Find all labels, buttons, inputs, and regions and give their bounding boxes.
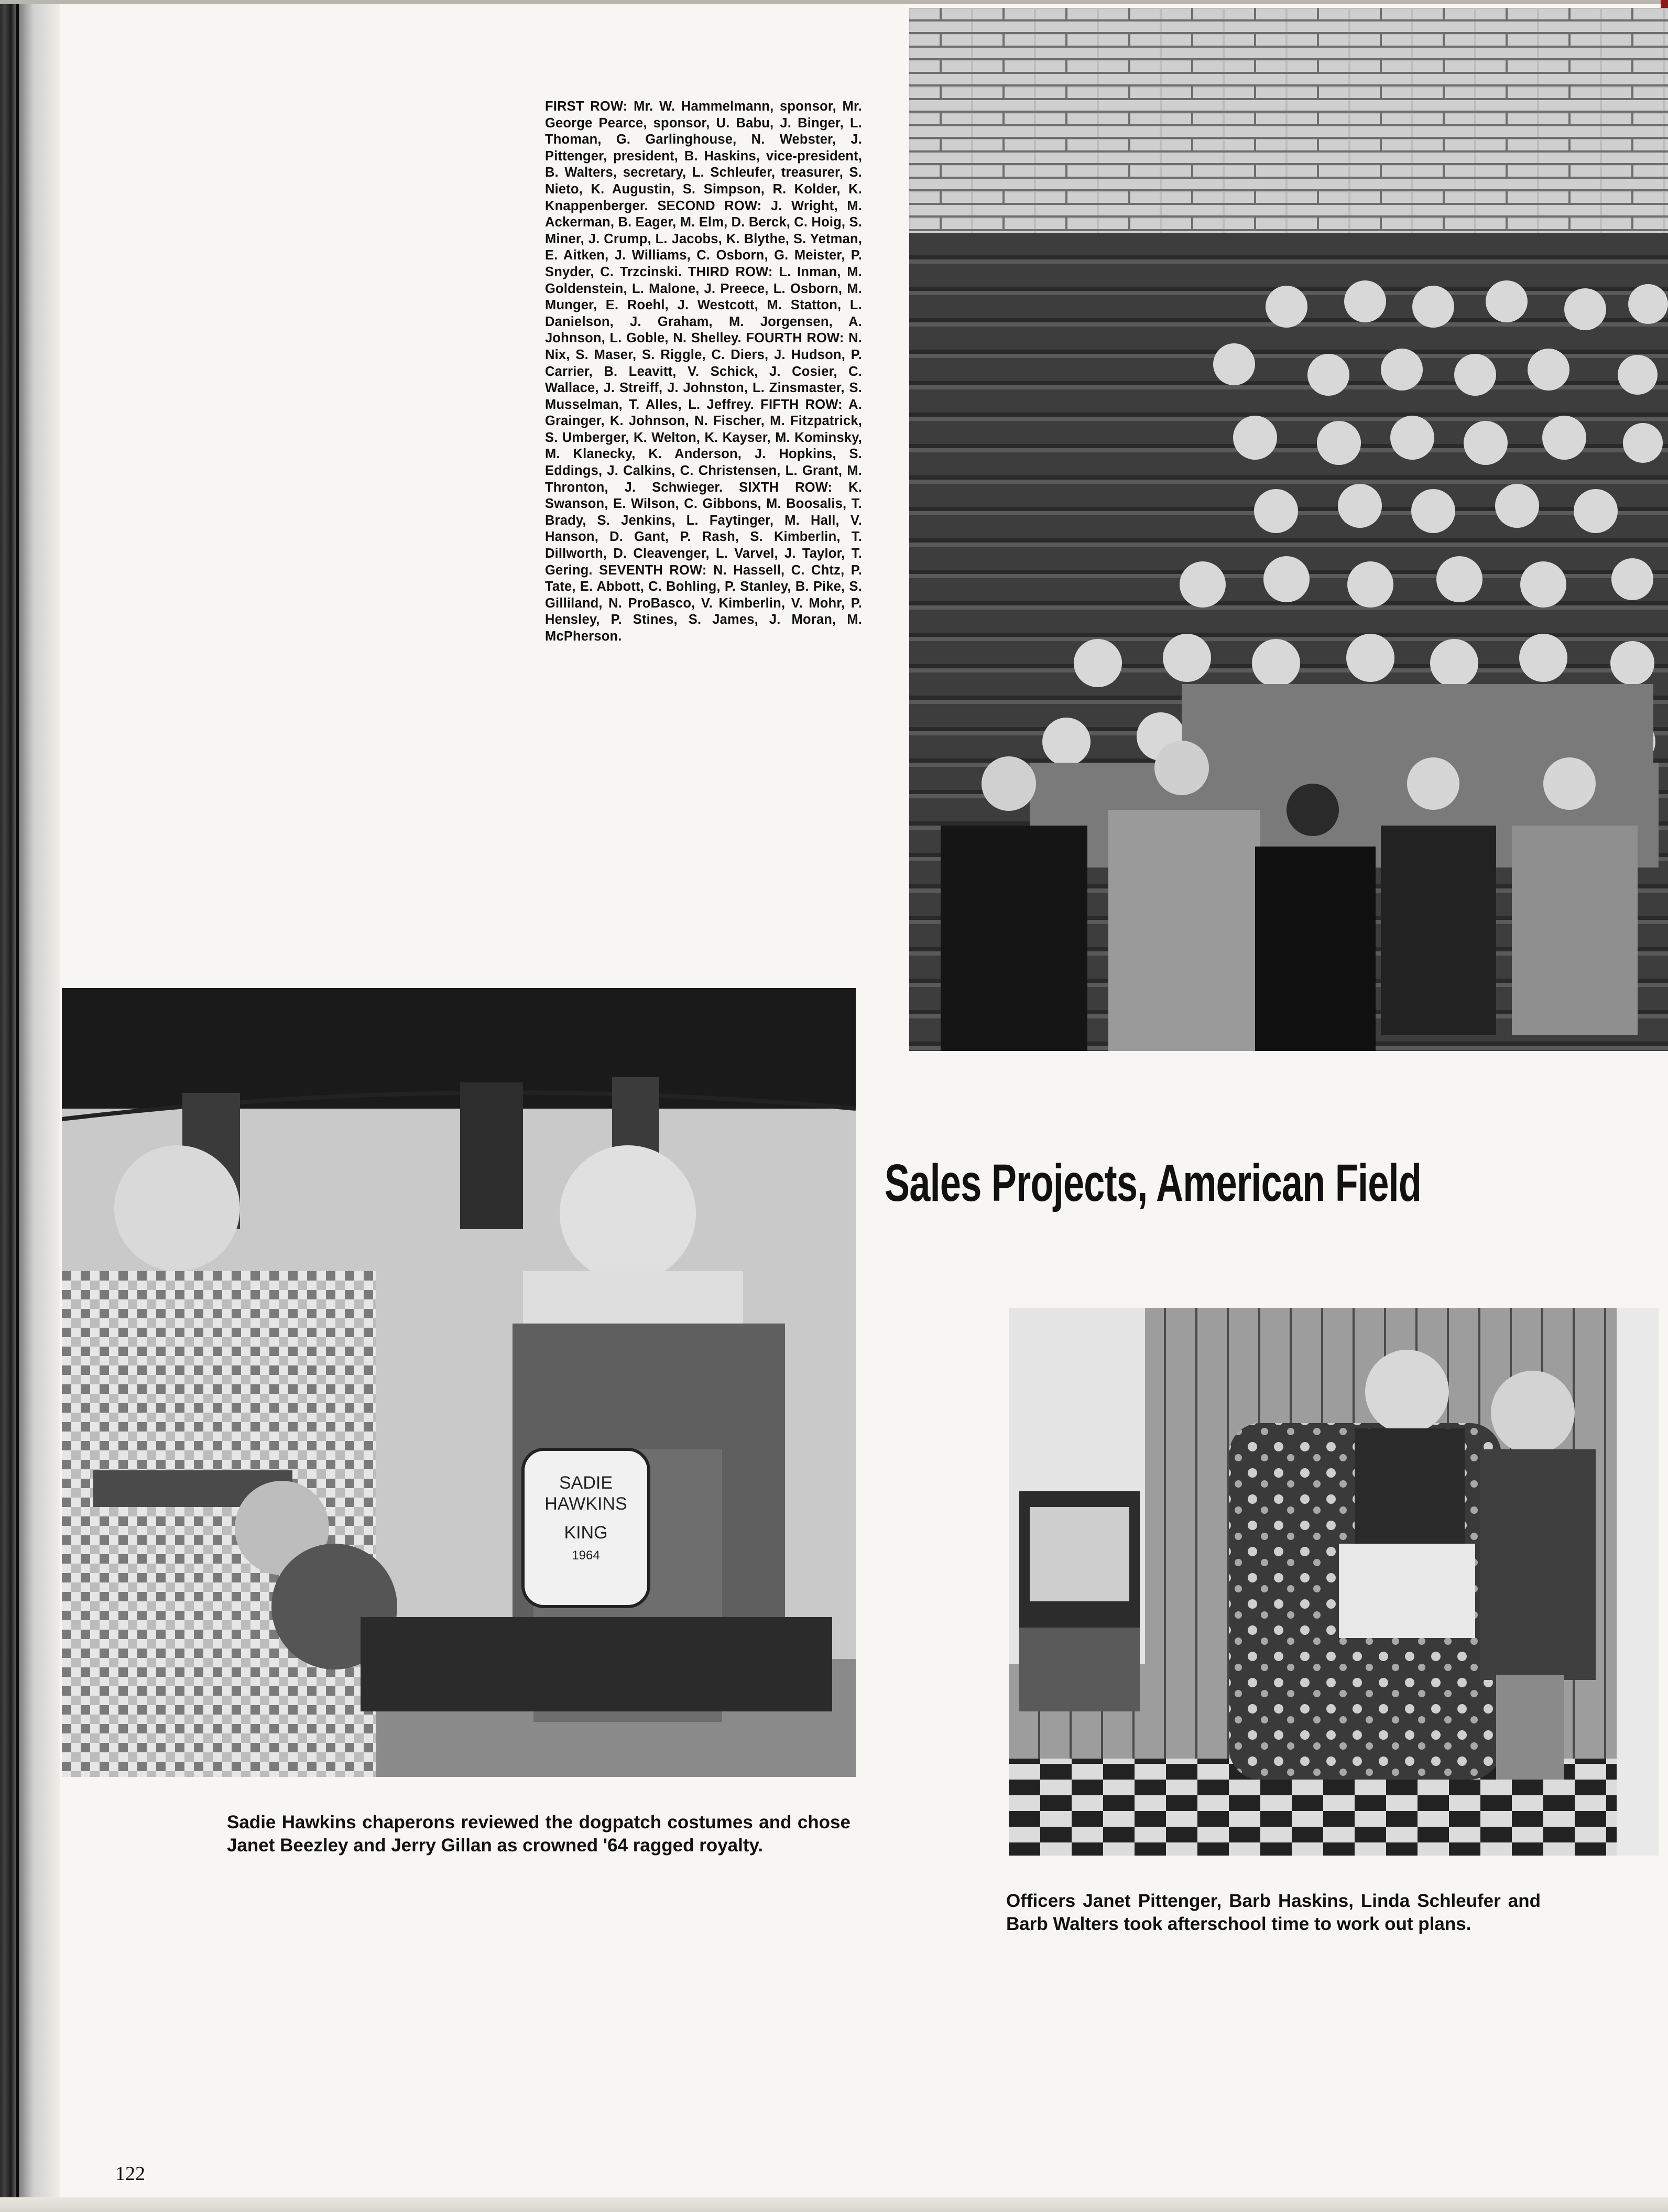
page-edge-top [0,0,1668,4]
officers-caption: Officers Janet Pittenger, Barb Haskins, Linda Schleufer and Barb Walters took afterschool time to work out plans. [1006,1891,1541,1934]
binding-rule [16,0,19,2212]
page-edge-bottom [0,2197,1668,2212]
page-headline: Sales Projects, American Field [885,1154,1422,1212]
sadie-hawkins-photo [62,988,856,1777]
sadie-hawkins-image [62,988,856,1777]
group-photo [909,8,1668,1051]
group-roster-caption: FIRST ROW: Mr. W. Hammelmann, sponsor, Mr. George Pearce, sponsor, U. Babu, J. Binger, L. Thoman, G. Garlinghouse, N. Webster, J. Pittenger, president, B. Haskins, vice-president, B. Walters, secretary, L. Schleufer, treasurer, S. Nieto, K. Augustin, S. Simpson, R. Kolder, K. Knappenberger. SECOND ROW: J. Wright, M. Ackerman, B. Eager, M. Elm, D. Berck, C. Hoig, S. Miner, J. Crump, L. Jacobs, K. Blythe, S. Yetman, E. Aitken, J. Williams, C. Osborn, G. Meister, P. Snyder, C. Trzcinski. THIRD ROW: L. Inman, M. Goldenstein, L. Malone, J. Preece, L. Osborn, M. Munger, E. Roehl, J. Westcott, M. Statton, L. Danielson, J. Graham, M. Jorgensen, A. Johnson, L. Goble, N. Shelley. FOURTH ROW: N. Nix, S. Maser, S. Riggle, C. Diers, J. Hudson, P. Carrier, B. Leavitt, V. Schick, J. Cosier, C. Wallace, J. Streiff, J. Johnston, L. Zinsmaster, S. Musselman, T. Alles, L. Jeffrey. FIFTH ROW: A. Grainger, K. Johnson, N. Fischer, M. Fitzpatrick, S. Umberger, K. Welton, K. Kayser, M. Kominsky, M. Klanecky, K. Anderson, J. Hopkins, S. Eddings, J. Calkins, C. Christensen, L. Grant, M. Thronton, J. Schwieger. SIXTH ROW: K. Swanson, E. Wilson, C. Gibbons, M. Boosalis, T. Brady, S. Jenkins, L. Faytinger, M. Hall, V. Hanson, D. Gant, P. Rash, S. Kimberlin, T. Dillworth, D. Cleavenger, L. Varvel, J. Taylor, T. Gering. SEVENTH ROW: N. Hassell, C. Chtz, P. Tate, E. Abbott, C. Bohling, P. Stanley, B. Pike, S. Gilliland, N. ProBasco, V. Kimberlin, V. Mohr, P. Hensley, P. Stines, S. James, J. Moran, M. McPherson. [545,99,862,644]
jar-label-line-3: KING [564,1523,608,1543]
jar-label-line-2: HAWKINS [544,1494,627,1514]
page-number: 122 [115,2163,145,2185]
jar-label-line-1: SADIE [559,1473,613,1493]
officers-photo [1009,1308,1659,1856]
group-photo-image [909,8,1668,1051]
officers-image [1009,1308,1659,1856]
jar-label-line-4: 1964 [572,1548,600,1563]
sadie-hawkins-caption: Sadie Hawkins chaperons reviewed the dogpatch costumes and chose Janet Beezley and Jerry Gillan as crowned '64 ragged royalty. [227,1812,851,1856]
page-binding [0,0,60,2212]
